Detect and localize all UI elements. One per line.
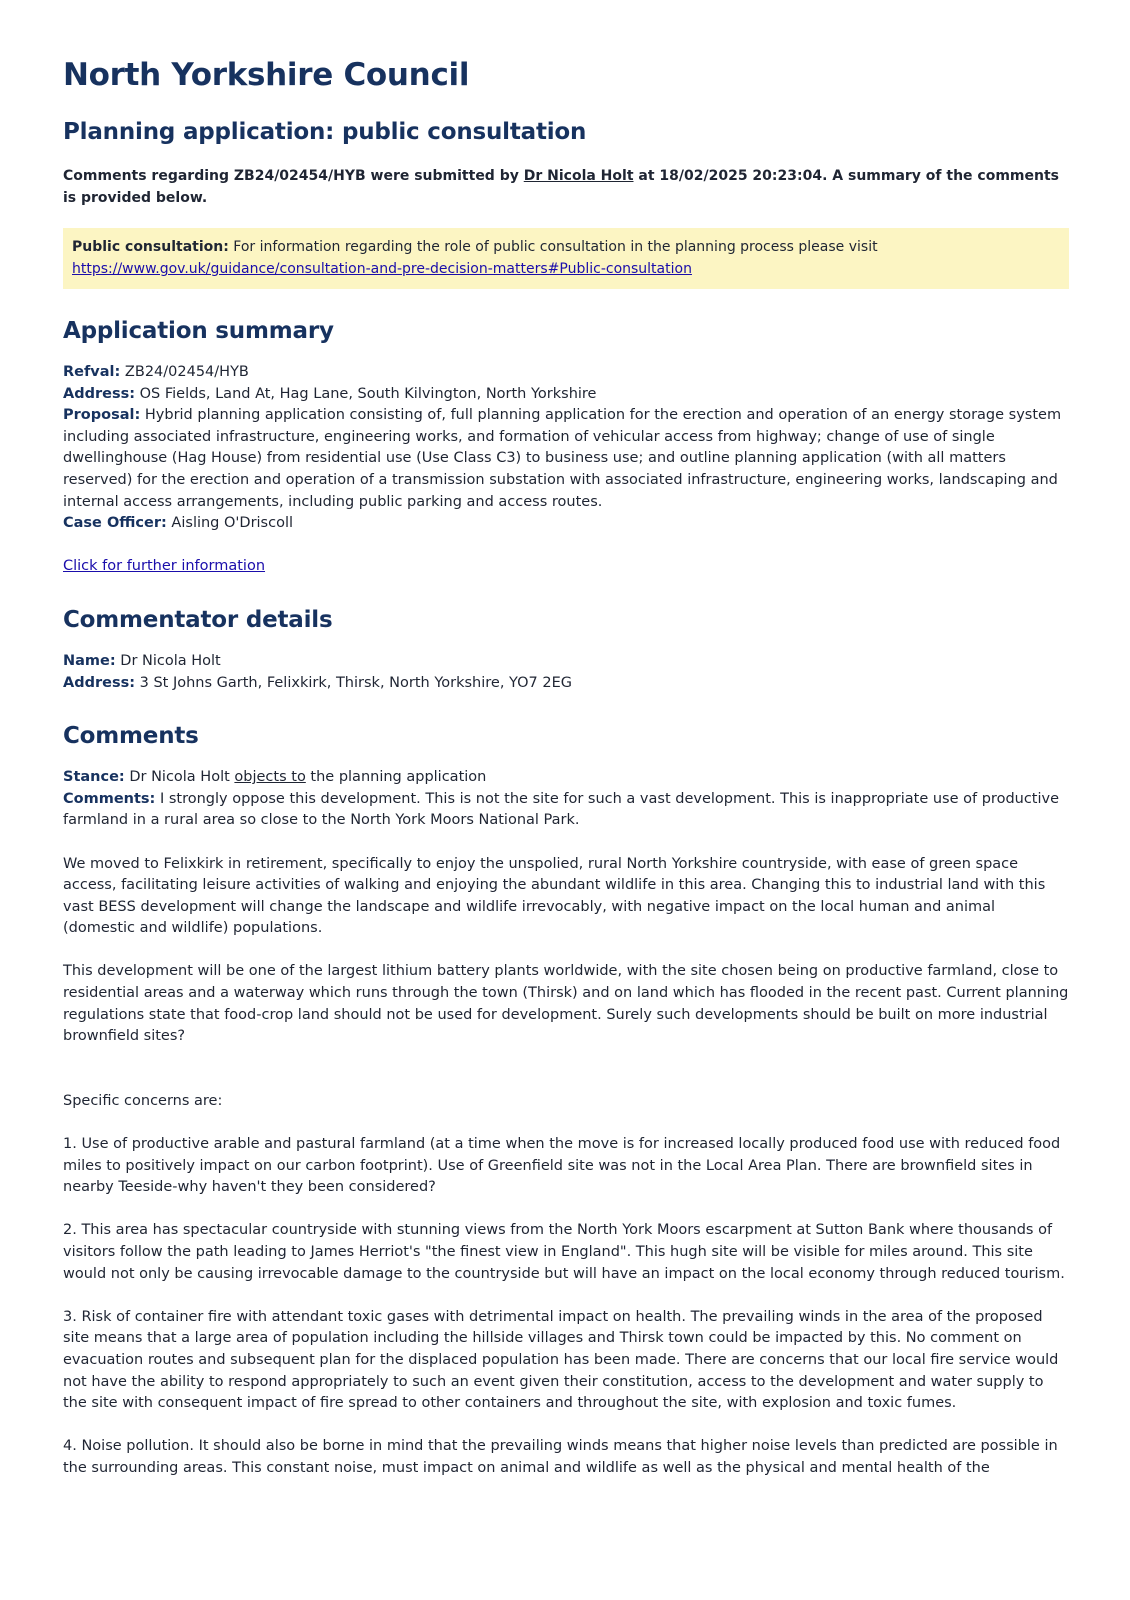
consultation-notice — [63, 228, 1069, 289]
document-page — [63, 50, 1069, 1480]
application-summary-heading: Application summary — [63, 318, 334, 344]
comment-paragraph-2: This development will be one of the largest lithium battery plants worldwide, with the site chosen being on productive farmland, close to residential areas and a waterway which runs through the town (Thirsk) and on land which has flooded in the recent past. Current planning regulations state that food-crop land should not be used for development. Surely such developments should be built on more industrial brownfield sites? — [63, 963, 1069, 1045]
intro-suffix: at 18/02/2025 20:23:04. A summary of the comments is provided below. — [63, 168, 1059, 206]
commentator-details — [63, 651, 1069, 694]
comments-label: Comments: — [63, 790, 156, 807]
refval-row — [63, 362, 1069, 384]
commentator-name-value: Dr Nicola Holt — [115, 652, 221, 669]
commenter-name-link[interactable]: Dr Nicola Holt — [523, 168, 634, 184]
comments-row — [63, 789, 1069, 832]
further-info-link[interactable]: Click for further information — [63, 558, 266, 575]
case-officer-row — [63, 513, 1069, 535]
commentator-name-label: Name: — [63, 652, 116, 669]
notice-text: For information regarding the role of public consultation in the planning process please visit — [228, 239, 878, 255]
comments-body — [63, 767, 1069, 1479]
concern-2: 2. This area has spectacular countryside with stunning views from the North York Moors escarpment at Sutton Bank where thousands of visitors follow the path leading to James Herriot's "the finest view in England". This hugh site will be visible for miles around. This site would not only be causing irrevocable damage to the countryside but will have an impact on the local economy through reduced tourism. — [63, 1222, 1065, 1282]
comments-heading: Comments — [63, 723, 199, 750]
stance-prefix: Dr Nicola Holt — [124, 769, 235, 786]
stance-suffix: the planning application — [305, 769, 487, 786]
refval-value: ZB24/02454/HYB — [120, 364, 249, 380]
proposal-row — [63, 405, 1069, 513]
stance-row — [63, 767, 1069, 789]
case-officer-label: Case Officer: — [63, 515, 167, 532]
intro-prefix: Comments regarding ZB24/02454/HYB were submitted by — [63, 168, 524, 184]
case-officer-value: Aisling O'Driscoll — [166, 515, 294, 532]
commentator-heading: Commentator details — [63, 606, 333, 633]
proposal-label: Proposal: — [63, 407, 141, 424]
commentator-name-row — [63, 651, 1069, 673]
further-info-row — [63, 556, 1069, 578]
comments-first-paragraph: I strongly oppose this development. This is not the site for such a vast development. This is inappropriate use of productive farmland in a rural area so close to the North York Moors National Park. — [63, 790, 1060, 829]
concerns-intro: Specific concerns are: — [63, 1092, 223, 1109]
address-value: OS Fields, Land At, Hag Lane, South Kilvington, North Yorkshire — [135, 385, 597, 402]
council-title: North Yorkshire Council — [63, 57, 470, 93]
refval-label: Refval: — [63, 364, 121, 380]
address-row — [63, 384, 1069, 406]
commentator-address-row — [63, 673, 1069, 695]
address-label: Address: — [63, 385, 136, 402]
guidance-link[interactable]: https://www.gov.uk/guidance/consultation-and-pre-decision-matters#Public-consultation — [72, 261, 692, 277]
page-subtitle: Planning application: public consultation — [63, 119, 587, 145]
concern-3: 3. Risk of container fire with attendant toxic gases with detrimental impact on health. The prevailing winds in the area of the proposed site means that a large area of population including the hillside villages and Thirsk town could be impacted by this. No comment on evacuation routes and subsequent plan for the displaced population has been made. There are concerns that our local fire service would not have the ability to respond appropriately to such an event given their constitution, access to the development and water supply to the site with consequent impact of fire spread to other containers and throughout the site, with explosion and toxic fumes. — [63, 1308, 1059, 1412]
comment-paragraph-1: We moved to Felixkirk in retirement, specifically to enjoy the unspolied, rural North Yorkshire countryside, with ease of green space access, facilitating leisure activities of walking and enjoying the abundant wildlife in this area. Changing this to industrial land with this vast BESS development will change the landscape and wildlife irrevocably, with negative impact on the local human and animal (domestic and wildlife) populations. — [63, 855, 1046, 937]
application-summary — [63, 362, 1069, 578]
commentator-address-value: 3 St Johns Garth, Felixkirk, Thirsk, North Yorkshire, YO7 2EG — [135, 674, 572, 691]
proposal-value: Hybrid planning application consisting of, full planning application for the erection and operation of an energy storage system including associated infrastructure, engineering works, and formation of vehicular access from highway; change of use of single dwellinghouse (Hag House) from residential use (Use Class C3) to business use; and outline planning application (with all matters reserved) for the erection and operation of a transmission substation with associated infrastructure, engineering works, landscaping and internal access arrangements, including public parking and access routes. — [63, 407, 1062, 510]
concern-1: 1. Use of productive arable and pastural farmland (at a time when the move is for increased locally produced food use with reduced food miles to positively impact on our carbon footprint). Use of Greenfield site was not in the Local Area Plan. There are brownfield sites in nearby Teeside-why haven't they been considered? — [63, 1136, 1061, 1196]
stance-label: Stance: — [63, 769, 125, 786]
concern-4: 4. Noise pollution. It should also be borne in mind that the prevailing winds means that higher noise levels than predicted are possible in the surrounding areas. This constant noise, must impact on animal and wildlife as well as the physical and mental health of the — [63, 1438, 1058, 1476]
submission-intro — [63, 165, 1069, 209]
notice-label: Public consultation: — [72, 239, 229, 255]
commentator-address-label: Address: — [63, 674, 136, 691]
stance-value: objects to — [234, 769, 306, 786]
